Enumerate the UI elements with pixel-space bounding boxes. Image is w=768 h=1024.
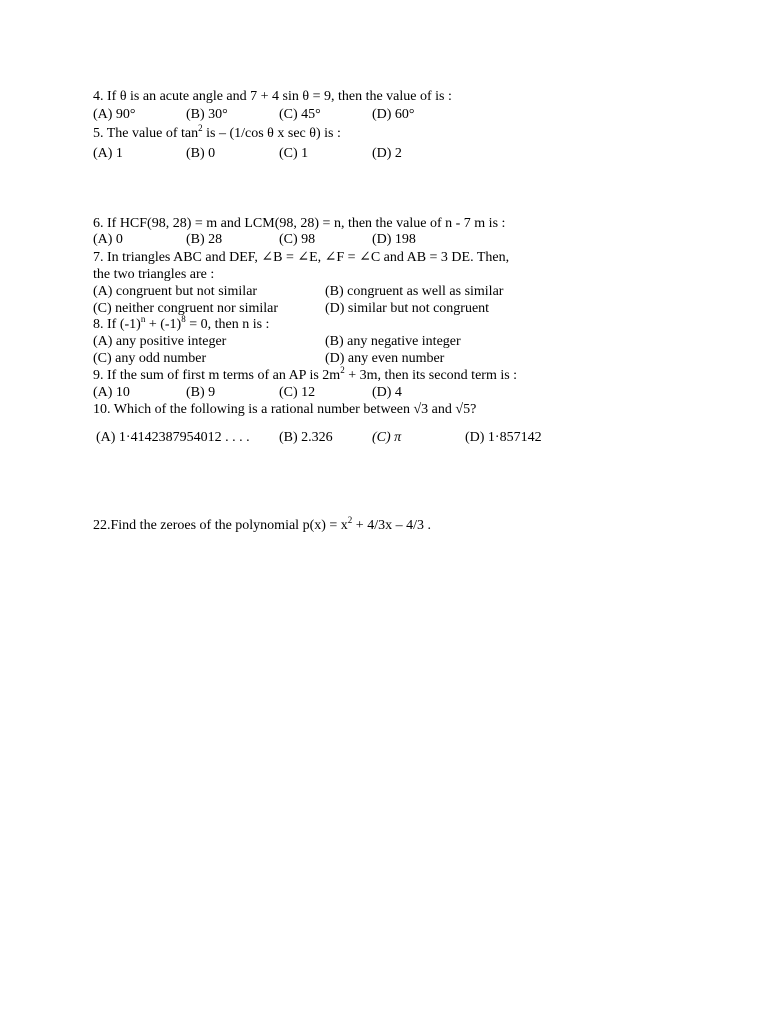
q5-option-b: (B) 0 — [186, 146, 216, 161]
q6-option-d: (D) 198 — [372, 232, 416, 247]
q10-option-b: (B) 2.326 — [279, 430, 333, 445]
question-4: 4. If θ is an acute angle and 7 + 4 sin θ = 9, then the value of is : — [93, 89, 452, 104]
q5-option-d: (D) 2 — [372, 146, 402, 161]
q7-option-c: (C) neither congruent nor similar — [93, 301, 279, 316]
q10-option-d: (D) 1·857142 — [465, 430, 542, 445]
q8-option-d: (D) any even number — [325, 351, 445, 366]
question-10: 10. Which of the following is a rational number between √3 and √5? — [93, 402, 477, 417]
question-5: 5. The value of $\tan^2$ is – (1/cos θ x sec θ) is : — [93, 123, 341, 141]
q9-option-d: (D) 4 — [372, 385, 402, 400]
q8-option-c: (C) any odd number — [93, 351, 207, 366]
q4-option-a: (A) 90° — [93, 107, 136, 122]
q8-option-b: (B) any negative integer — [325, 334, 461, 349]
q4-option-c: (C) 45° — [279, 107, 321, 122]
q8-option-a: (A) any positive integer — [93, 334, 227, 349]
q9-option-c: (C) 12 — [279, 385, 316, 400]
q7-option-b: (B) congruent as well as similar — [325, 284, 504, 299]
q5-option-a: (A) 1 — [93, 146, 123, 161]
q4-option-d: (D) 60° — [372, 107, 415, 122]
q10-option-c: (C) π — [372, 430, 402, 445]
question-6: 6. If HCF(98, 28) = m and LCM(98, 28) = n, then the value of n - 7 m is : — [93, 216, 506, 231]
q6-option-b: (B) 28 — [186, 232, 223, 247]
q6-option-a: (A) 0 — [93, 232, 123, 247]
question-8: 8. If $(-1)^n + (-1)^8 = 0$, then n is : — [93, 314, 270, 332]
q5-option-c: (C) 1 — [279, 146, 309, 161]
q7-option-d: (D) similar but not congruent — [325, 301, 490, 316]
q4-option-b: (B) 30° — [186, 107, 228, 122]
q9-option-a: (A) 10 — [93, 385, 130, 400]
q10-option-a: (A) 1·4142387954012 . . . . — [96, 430, 250, 445]
q6-option-c: (C) 98 — [279, 232, 316, 247]
question-9: 9. If the sum of first m terms of an AP is $2m^2 + 3m$, then its second term is : — [93, 365, 518, 383]
question-22: 22.Find the zeroes of the polynomial $p(x) = x^2 + 4/3x - 4/3$ . — [93, 515, 431, 533]
question-7-line-1: 7. In triangles ABC and DEF, ∠B = ∠E, ∠F = ∠C and AB = 3 DE. Then, — [93, 250, 510, 265]
q9-option-b: (B) 9 — [186, 385, 216, 400]
q7-option-a: (A) congruent but not similar — [93, 284, 258, 299]
question-7-line-2: the two triangles are : — [93, 267, 215, 282]
